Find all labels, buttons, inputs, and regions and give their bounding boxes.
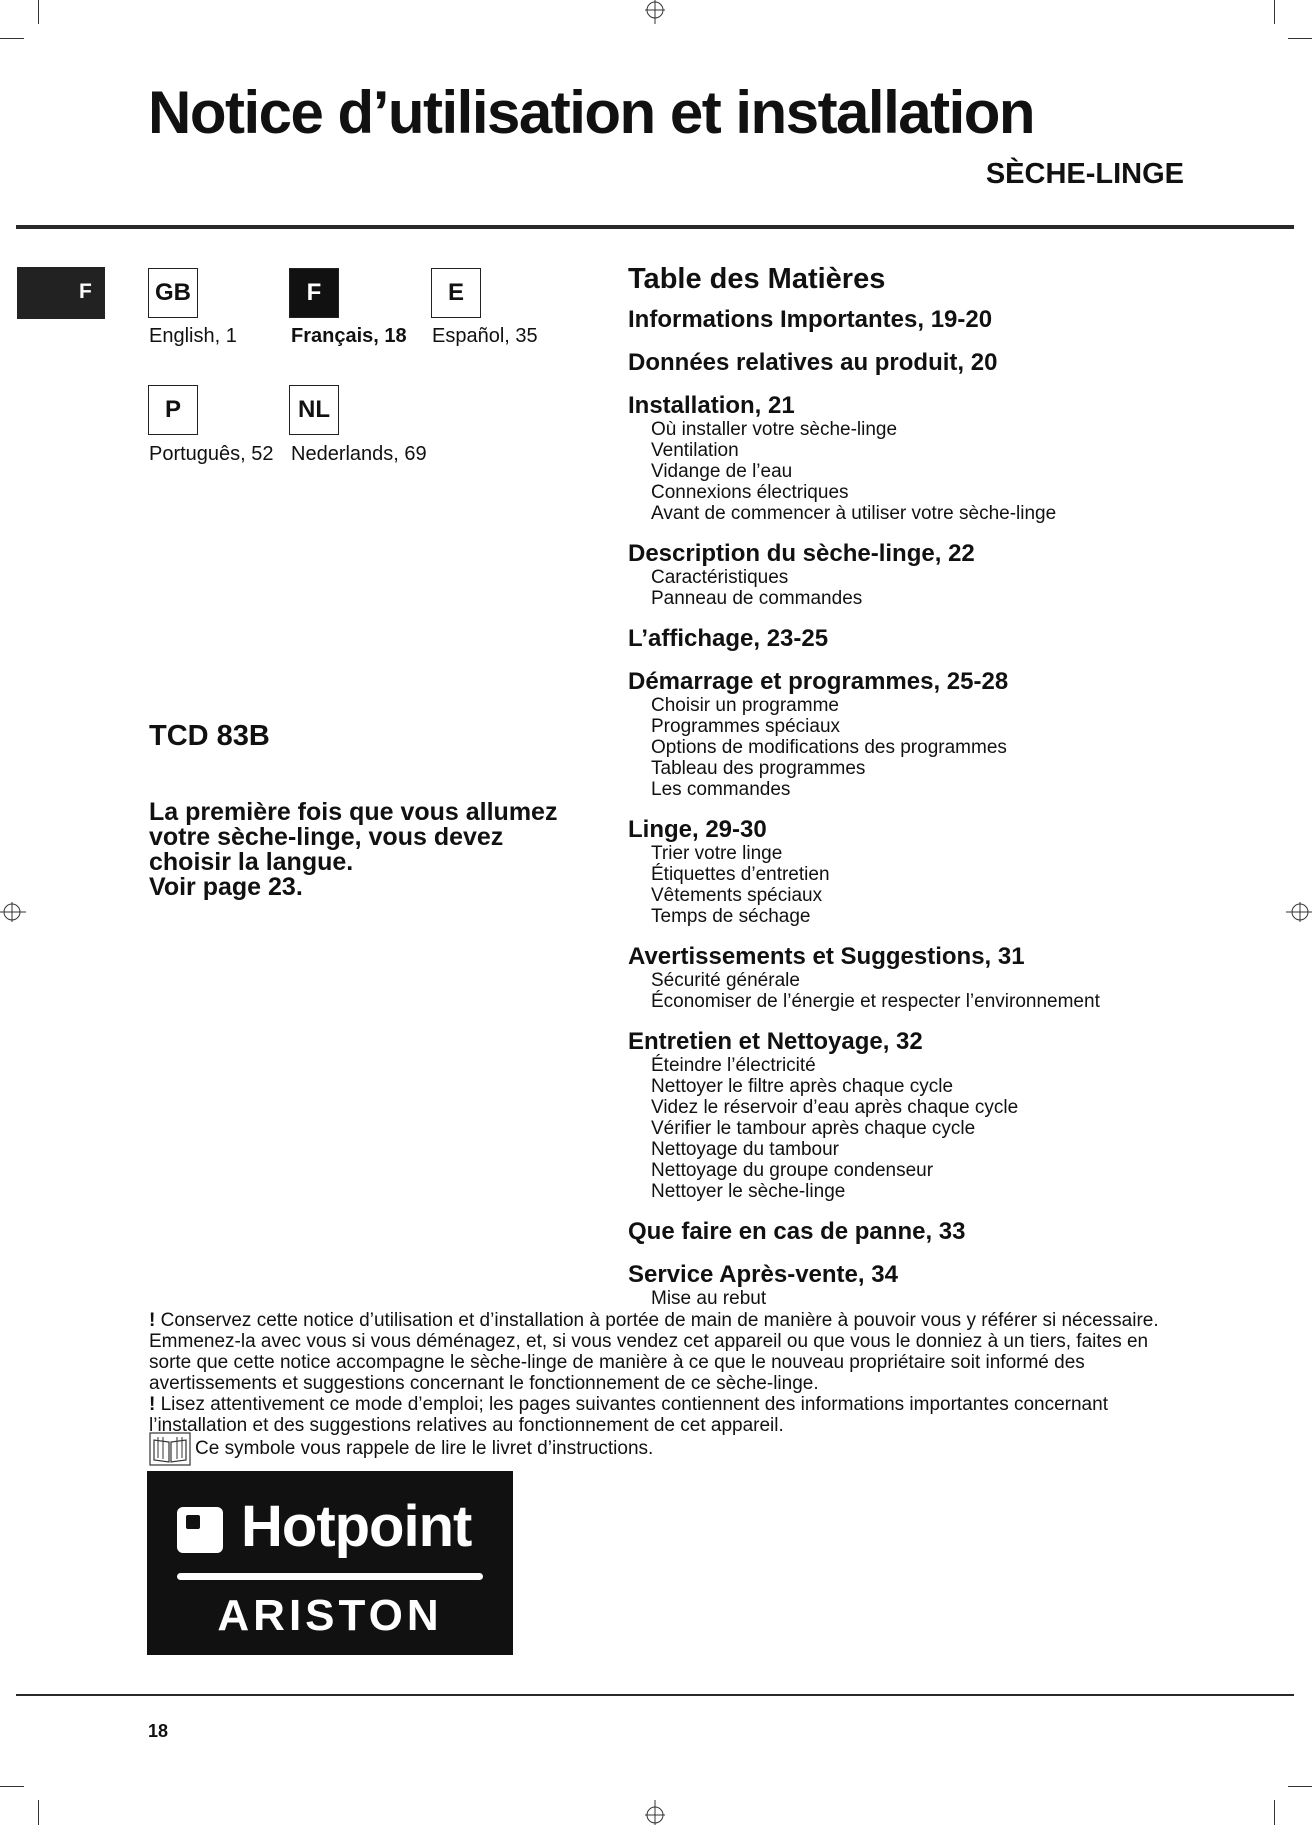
registration-mark [643, 0, 667, 24]
notice-paragraph-text: Conservez cette notice d’utilisation et d’installation à portée de main de manière à pouvoir vous y référer si nécessaire. Emmenez-la avec vous si vous déménagez, et, si vous vendez cet appareil ou que vous le donniez à un tiers, faites en sorte que cette notice accompagne le sèche-linge de manière à ce que le nouveau propriétaire soit informé des avertissements et suggestions concernant le fonctionnement de ce sèche-linge. [149, 1310, 1159, 1394]
notice-paragraph-text: Lisez attentivement ce mode d’emploi; les pages suivantes contiennent des informations importantes concernant l’installation et des suggestions relatives au fonctionnement de cet appareil. [149, 1394, 1108, 1436]
toc-subitem[interactable]: Vêtements spéciaux [651, 885, 823, 906]
toc-subitem[interactable]: Connexions électriques [651, 482, 849, 503]
toc-subitem[interactable]: Étiquettes d’entretien [651, 864, 830, 885]
hotpoint-ariston-logo [147, 1471, 513, 1655]
toc-subitem[interactable]: Nettoyage du groupe condenseur [651, 1160, 934, 1181]
toc-subitem[interactable]: Programmes spéciaux [651, 716, 841, 737]
toc-section [628, 943, 1288, 1012]
toc-subitem[interactable]: Ventilation [651, 440, 739, 461]
toc-subitem[interactable]: Temps de séchage [651, 906, 811, 927]
crop-mark [0, 38, 24, 39]
crop-mark [1288, 1786, 1312, 1787]
toc-section [628, 349, 1288, 376]
toc-heading[interactable]: Que faire en cas de panne, 33 [628, 1218, 966, 1245]
toc-section [628, 540, 1288, 609]
language-intro [149, 800, 589, 900]
toc-subitem[interactable]: Caractéristiques [651, 567, 789, 588]
crop-mark [1288, 38, 1312, 39]
crop-mark [38, 0, 39, 24]
toc-section [628, 816, 1288, 927]
footer-divider [16, 1694, 1294, 1696]
crop-mark [1274, 0, 1275, 24]
logo-subbrand: ARISTON [217, 1591, 443, 1640]
toc-subitem[interactable]: Nettoyage du tambour [651, 1139, 840, 1160]
manual-symbol-line [149, 1432, 653, 1466]
language-box-nl[interactable] [289, 385, 339, 435]
toc-subitem[interactable]: Mise au rebut [651, 1288, 767, 1309]
toc-sections [628, 306, 1288, 1309]
intro-line: votre sèche-linge, vous devez [149, 823, 504, 851]
registration-mark [643, 1800, 667, 1825]
registration-mark [0, 900, 26, 924]
toc-heading[interactable]: Démarrage et programmes, 25-28 [628, 668, 1009, 695]
language-box-f[interactable] [289, 268, 339, 318]
toc-subitem[interactable]: Sécurité générale [651, 970, 800, 991]
toc-subitem[interactable]: Videz le réservoir d’eau après chaque cycle [651, 1097, 1019, 1118]
toc-subitem[interactable]: Trier votre linge [651, 843, 783, 864]
language-code: NL [298, 396, 330, 423]
toc-section [628, 1218, 1288, 1245]
crop-mark [0, 1786, 24, 1787]
warning-mark: ! [149, 1394, 156, 1415]
toc-section [628, 392, 1288, 524]
toc-subitem[interactable]: Éteindre l’électricité [651, 1055, 816, 1076]
header-divider [16, 225, 1294, 229]
toc-subitem[interactable]: Vidange de l’eau [651, 461, 793, 482]
language-caption-gb: English, 1 [149, 325, 237, 347]
language-code: E [447, 279, 464, 306]
toc-subitem[interactable]: Panneau de commandes [651, 588, 863, 609]
toc-heading[interactable]: Linge, 29-30 [628, 816, 767, 843]
language-side-tab [17, 267, 105, 319]
language-caption-nl: Nederlands, 69 [291, 443, 427, 465]
toc-section [628, 306, 1288, 333]
language-caption-e: Español, 35 [432, 325, 538, 347]
toc-section [628, 668, 1288, 800]
side-tab-label: F [79, 280, 92, 303]
intro-line: Voir page 23. [149, 873, 303, 901]
intro-line: La première fois que vous allumez [149, 798, 558, 826]
toc-section [628, 1028, 1288, 1202]
language-box-gb[interactable] [148, 268, 198, 318]
toc-subitem[interactable]: Économiser de l’énergie et respecter l’environnement [651, 991, 1100, 1012]
toc-section [628, 625, 1288, 652]
notice-paragraph [149, 1310, 1169, 1394]
toc-subitem[interactable]: Vérifier le tambour après chaque cycle [651, 1118, 976, 1139]
language-code: GB [155, 279, 191, 306]
logo-divider [177, 1573, 483, 1580]
language-box-e[interactable] [431, 268, 481, 318]
toc-subitem[interactable]: Les commandes [651, 779, 791, 800]
intro-line: choisir la langue. [149, 848, 354, 876]
language-box-p[interactable] [148, 385, 198, 435]
open-book-icon [149, 1432, 191, 1466]
page-number: 18 [148, 1721, 169, 1741]
notice-paragraph [149, 1394, 1169, 1436]
toc-section [628, 1261, 1288, 1309]
toc-heading[interactable]: Installation, 21 [628, 392, 795, 419]
toc-heading[interactable]: Entretien et Nettoyage, 32 [628, 1028, 923, 1055]
toc-heading[interactable]: Avertissements et Suggestions, 31 [628, 943, 1025, 970]
crop-mark [1274, 1800, 1275, 1825]
toc-subitem[interactable]: Tableau des programmes [651, 758, 866, 779]
page-title: Notice d’utilisation et installation [148, 79, 1035, 146]
logo-brand: Hotpoint [241, 1494, 472, 1559]
toc-subitem[interactable]: Avant de commencer à utiliser votre sèche-linge [651, 503, 1057, 524]
toc-heading[interactable]: L’affichage, 23-25 [628, 625, 829, 652]
language-caption-p: Português, 52 [149, 443, 274, 465]
toc-subitem[interactable]: Où installer votre sèche-linge [651, 419, 898, 440]
toc-subitem[interactable]: Nettoyer le filtre après chaque cycle [651, 1076, 954, 1097]
warning-mark: ! [149, 1310, 156, 1331]
model-name: TCD 83B [149, 720, 270, 752]
toc-subitem[interactable]: Nettoyer le sèche-linge [651, 1181, 846, 1202]
toc-heading[interactable]: Informations Importantes, 19-20 [628, 306, 993, 333]
registration-mark [1286, 900, 1312, 924]
toc-heading[interactable]: Service Après-vente, 34 [628, 1261, 898, 1288]
crop-mark [38, 1800, 39, 1825]
toc-heading[interactable]: Données relatives au produit, 20 [628, 349, 998, 376]
product-category: SÈCHE-LINGE [985, 158, 1184, 190]
language-code: P [164, 396, 181, 423]
toc-subitem[interactable]: Choisir un programme [651, 695, 839, 716]
language-caption-f: Français, 18 [291, 325, 407, 347]
manual-symbol-text: Ce symbole vous rappele de lire le livret d’instructions. [195, 1438, 654, 1459]
logo-square-icon [177, 1507, 223, 1553]
table-of-contents [628, 262, 1288, 1325]
toc-subitem[interactable]: Options de modifications des programmes [651, 737, 1007, 758]
toc-title: Table des Matières [628, 263, 886, 295]
notice-text [149, 1310, 1169, 1436]
language-code: F [306, 279, 322, 306]
toc-heading[interactable]: Description du sèche-linge, 22 [628, 540, 975, 567]
